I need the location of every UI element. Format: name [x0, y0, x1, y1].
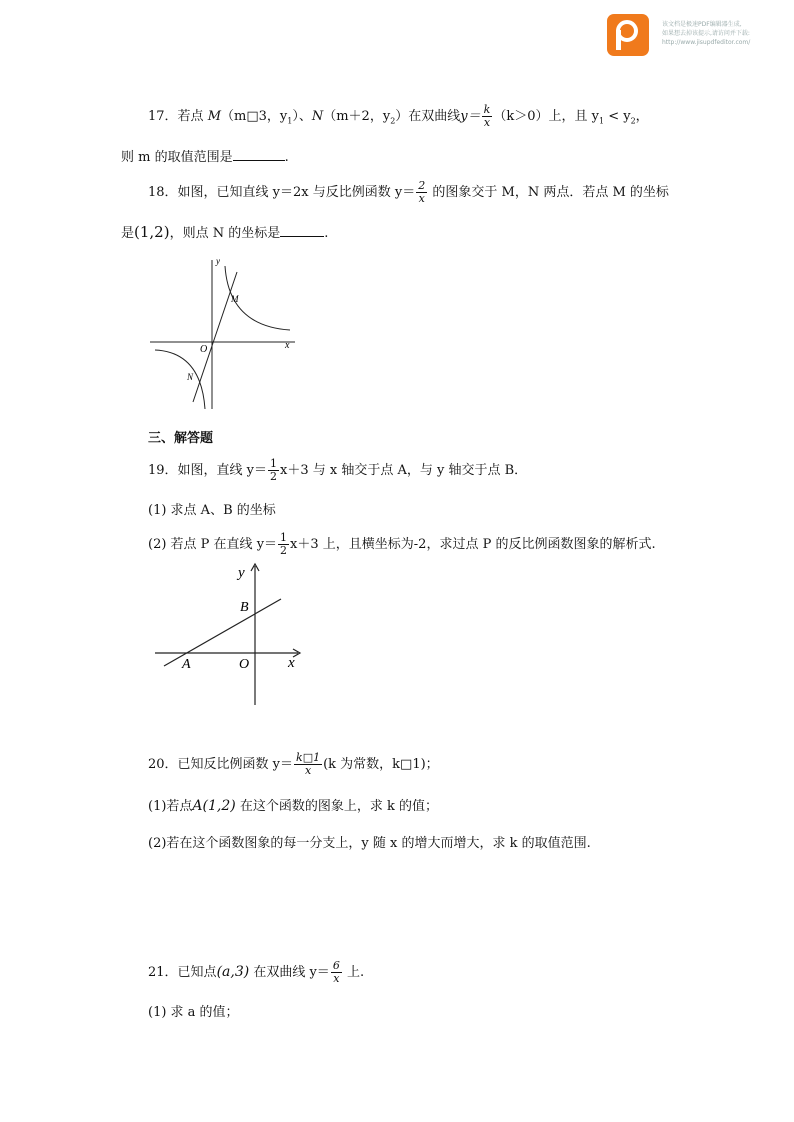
q18-text-a: 如图，已知直线 y＝2x 与反比例函数 y＝ — [177, 185, 416, 200]
q17-number: 17． — [148, 109, 178, 124]
q21-text-b: 在双曲线 y＝ — [249, 965, 330, 980]
q21-line1 — [148, 960, 364, 985]
section-heading: 三、解答题 — [148, 431, 214, 446]
point-a-label: A — [182, 657, 191, 672]
q19-part2-fraction — [278, 532, 289, 557]
q20-part2: (2)若在这个函数图象的每一分支上，y 随 x 的增大而增大，求 k 的取值范围. — [148, 836, 591, 851]
q17-text: 若点 — [177, 109, 204, 124]
watermark-line: http://www.jisupdfeditor.com/ — [662, 39, 751, 46]
y-label: y — [216, 256, 220, 266]
point-n-label: N — [187, 372, 194, 382]
fraction-numerator: 6 — [332, 959, 340, 972]
q18-fraction — [416, 180, 427, 205]
q19-part1: (1) 求点 A、B 的坐标 — [148, 503, 276, 518]
q21-text-c: 上. — [342, 965, 365, 980]
q17-expr1: （m□3，y — [221, 109, 288, 124]
q20-text-a: 已知反比例函数 y＝ — [177, 757, 294, 772]
q17-sub2: 2 — [390, 116, 396, 126]
fraction-denominator: x — [483, 116, 491, 129]
q17-line1 — [148, 104, 649, 129]
fraction-numerator: 1 — [270, 457, 278, 470]
q17-expr2: （m＋2，y — [323, 109, 391, 124]
watermark-line: 如果想去掉该提示,请访问并下载: — [662, 30, 750, 37]
q20-part1 — [148, 795, 438, 814]
q19-part2-a: (2) 若点 P 在直线 y＝ — [148, 537, 278, 552]
watermark-line: 该文档是极速PDF编辑器生成, — [662, 21, 742, 28]
q19-text-b: x＋3 与 x 轴交于点 A，与 y 轴交于点 B． — [280, 463, 528, 478]
x-label: x — [288, 655, 295, 671]
q19-fraction — [268, 458, 279, 483]
q17-cond-sub1: 1 — [598, 116, 605, 126]
q17-mid: ）、 — [292, 109, 312, 124]
fraction-numerator: 1 — [280, 531, 288, 544]
answer-blank[interactable] — [233, 148, 285, 161]
q17-line2-end: . — [284, 150, 289, 165]
q20-text-b: (k 为常数，k□1)； — [323, 757, 439, 772]
q20-fraction — [294, 752, 322, 777]
answer-blank[interactable] — [280, 224, 324, 237]
q18-line2 — [121, 222, 328, 241]
q21-point: (a,3) — [216, 964, 250, 980]
logo-stem — [616, 30, 621, 50]
q17-less-than: < y — [604, 109, 631, 124]
q21-number: 21． — [148, 965, 178, 980]
q18-graph — [145, 254, 305, 414]
q17-cond-sub2: 2 — [630, 116, 636, 126]
point-m-label: M — [231, 294, 239, 304]
q20-part1-point: A(1,2) — [192, 798, 236, 814]
q20-line1 — [148, 752, 439, 777]
watermark-text — [662, 20, 750, 47]
q21-fraction — [331, 960, 342, 985]
q19-text-a: 如图，直线 y＝ — [177, 463, 268, 478]
q18-text-b: 的图象交于 M，N 两点．若点 M 的坐标 — [428, 185, 669, 200]
hyperbola-branch-2 — [155, 350, 205, 409]
line-ab — [164, 599, 281, 666]
fraction-numerator: k□1 — [296, 751, 321, 764]
q19-number: 19． — [148, 463, 178, 478]
q20-part1-a: (1)若点 — [148, 799, 193, 814]
q17-end: ， — [635, 109, 649, 124]
q19-line1 — [148, 458, 527, 483]
q17-line2 — [121, 146, 289, 165]
x-label: x — [285, 340, 290, 351]
q19-graph — [150, 560, 310, 710]
q17-condition: （k＞0）上，且 y — [493, 109, 599, 124]
origin-label: O — [200, 344, 208, 355]
fraction-denominator: 2 — [270, 470, 278, 483]
q20-number: 20． — [148, 757, 178, 772]
q19-part2-b: x＋3 上，且横坐标为-2，求过点 P 的反比例函数图象的解析式. — [290, 537, 656, 552]
q17-sub1: 1 — [287, 116, 293, 126]
fraction-numerator: 2 — [418, 179, 426, 192]
fraction-numerator: k — [483, 103, 491, 116]
q21-text-a: 已知点 — [177, 965, 217, 980]
q18-line2-b: ，则点 N 的坐标是 — [169, 226, 281, 241]
fraction-denominator: x — [304, 764, 312, 777]
q18-line2-end: . — [324, 226, 329, 241]
q17-point-m: M — [207, 109, 222, 124]
q18-number: 18． — [148, 185, 178, 200]
y-label: y — [238, 565, 245, 581]
q17-fraction — [482, 104, 493, 129]
q17-y-eq: y＝ — [460, 109, 481, 124]
q18-line1 — [148, 180, 669, 205]
pdf-editor-logo — [607, 14, 649, 56]
q17-line2-text: 则 m 的取值范围是 — [121, 150, 233, 165]
q18-point: (1,2) — [134, 223, 170, 241]
q18-line2-a: 是 — [121, 226, 135, 241]
fraction-denominator: x — [333, 972, 340, 985]
q17-point-n: N — [311, 109, 324, 124]
q21-part1: (1) 求 a 的值； — [148, 1005, 239, 1020]
fraction-denominator: 2 — [280, 544, 288, 557]
point-b-label: B — [240, 600, 249, 615]
q17-mid2: ）在双曲线 — [395, 109, 461, 124]
q19-part2 — [148, 532, 656, 557]
origin-label: O — [239, 657, 250, 672]
fraction-denominator: x — [418, 192, 425, 205]
q20-part1-b: 在这个函数的图象上，求 k 的值； — [235, 799, 439, 814]
